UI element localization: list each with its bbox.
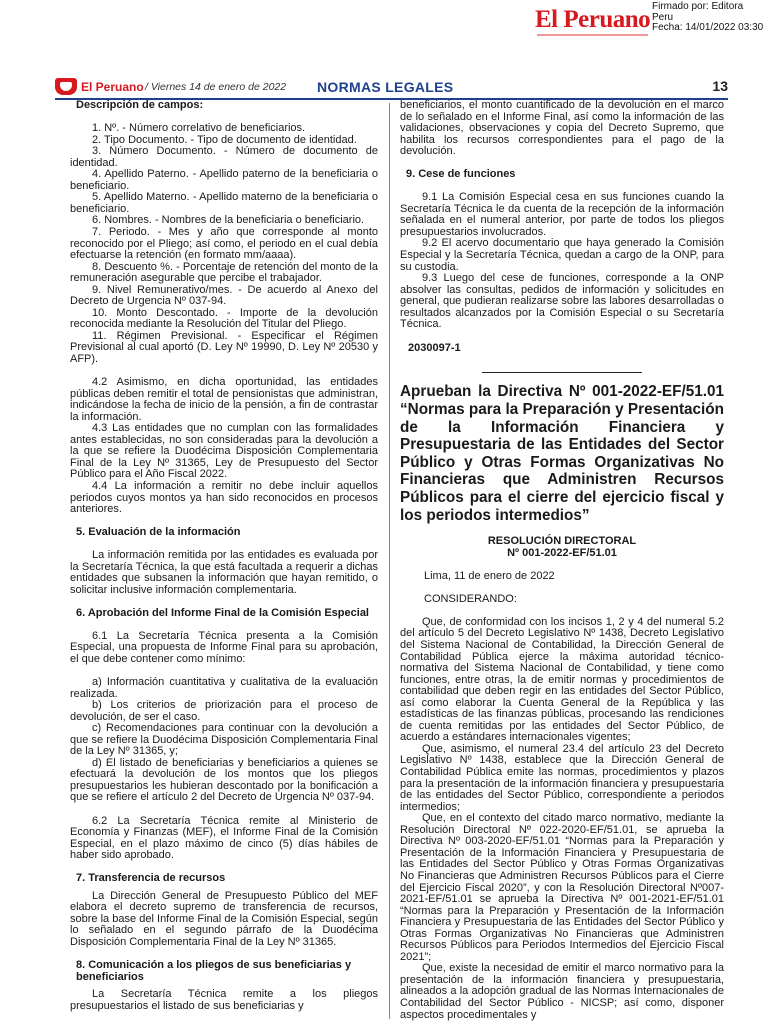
paragraph-6-2: 6.2 La Secretaría Técnica remite al Ministerio de Economía y Finanzas (MEF), el Informe Final de la Comisión Especial, en el plazo máximo de cinco (5) días hábiles de haber sido aprobado. xyxy=(70,814,378,862)
field-item: 9. Nivel Remunerativo/mes. - De acuerdo al Anexo del Decreto de Urgencia Nº 037-94. xyxy=(70,283,378,308)
field-item: 4. Apellido Paterno. - Apellido paterno de la beneficiaria o beneficiario. xyxy=(70,168,378,192)
shield-logo-icon xyxy=(55,78,77,95)
field-item: 8. Descuento %. - Porcentaje de retención del monto de la remuneración asegurable que percibe el trabajador. xyxy=(70,260,378,285)
paragraph-8-continued: beneficiarios, el monto cuantificado de la devolución en el marco de lo señalado en el Informe Final, así como la información de las validaciones, observaciones y copia del Decreto Supremo, que habilita los recursos correspondientes para el pago de la devolución. xyxy=(400,99,724,158)
field-item: 1. Nº. - Número correlativo de beneficiarios. xyxy=(92,122,306,135)
paragraph-4-2: 4.2 Asimismo, en dicha oportunidad, las entidades públicas deben remitir el total de pensionistas que administran, indicándose la fecha de inicio de la pensión, a fin de contrastar la información. xyxy=(70,376,378,423)
field-item: 6. Nombres. - Nombres de la beneficiaria o beneficiario. xyxy=(92,214,365,227)
stamp-line: Firmado por: Editora xyxy=(652,1,744,12)
field-item: 11. Régimen Previsional. - Especificar el Régimen Previsional al cual aportó (D. Ley Nº 19990, D. Ley Nº 20530 y AFP). xyxy=(70,329,378,365)
section-title: NORMAS LEGALES xyxy=(317,79,454,95)
considerando-paragraph: Que, asimismo, el numeral 23.4 del artículo 23 del Decreto Legislativo Nº 1438, establece que la Dirección General de Contabilidad Pública emite las normas, procedimientos y plazos para la presentación de la información financiera y presupuestaria de las entidades del Sector Público, correspondiente a periodos intermedios; xyxy=(400,742,724,813)
field-item: 5. Apellido Materno. - Apellido materno de la beneficiaria o beneficiario. xyxy=(70,191,378,215)
paragraph-9-3: 9.3 Luego del cese de funciones, corresponde a la ONP absolver las consultas, pedidos de información y solicitudes en general, que pudieran realizarse sobre las labores desarrolladas o resultados alcanzados por la Comisión Especial o su Secretaría Técnica. xyxy=(400,272,724,331)
list-item: a) Información cuantitativa y cualitativa de la evaluación realizada. xyxy=(70,676,378,700)
masthead xyxy=(55,76,728,98)
stamp-line: Peru xyxy=(652,11,674,23)
left-column xyxy=(70,100,378,1012)
considerando-paragraph: Que, existe la necesidad de emitir el marco normativo para la presentación de la información financiera y presupuestaria, alineados a la adopción gradual de las Normas Internacionales de Contabilidad del Sector Público - NICSP; así como, disponer aspectos procedimentales y xyxy=(400,962,724,1021)
field-item: 7. Periodo. - Mes y año que corresponde al monto reconocido por el Pliego; así como, el periodo en el cual debía efectuarse la retención (en formato mm/aaaa). xyxy=(70,225,378,262)
resolution-type: RESOLUCIÓN DIRECTORAL xyxy=(487,535,637,548)
heading-8: 8. Comunicación a los pliegos de sus beneficiarias y beneficiarios xyxy=(76,959,352,983)
field-item: 2. Tipo Documento. - Tipo de documento de identidad. xyxy=(92,133,357,146)
considerando-paragraph: Que, de conformidad con los incisos 1, 2 y 4 del numeral 5.2 del artículo 5 del Decreto Legislativo Nº 1438, Decreto Legislativo del Sistema Nacional de Contabilidad, la Dirección General de Contabilidad Pública ejerce la máxima autoridad técnico-normativa del Sistema Nacional de Contabilidad, y tiene como funciones, entre otras, la de emitir normas y procedimientos de contabilidad que deben regir en las entidades del Sector Público, así como elaborar la Cuenta General de la República y las estadísticas de las finanzas públicas, procesando las rendiciones de cuenta remitidas por las entidades del Sector Público, de acuerdo a estándares internacionales vigentes; xyxy=(400,615,724,744)
title-rule xyxy=(482,372,642,373)
field-item: 3. Número Documento. - Número de documento de identidad. xyxy=(70,145,378,169)
resolution-date: Lima, 11 de enero de 2022 xyxy=(424,569,555,582)
heading-6: 6. Aprobación del Informe Final de la Comisión Especial xyxy=(76,606,369,619)
stamp-line: Fecha: 14/01/2022 03:30 xyxy=(652,22,764,34)
paragraph-7: La Dirección General de Presupuesto Público del MEF elabora el decreto supremo de transferencia de recursos, sobre la base del Informe Final de la Comisión Especial, según lo señalado en el segundo párrafo de la Duodécima Disposición Complementaria Final de la Ley Nº 31365. xyxy=(70,889,378,948)
masthead-date: / Viernes 14 de enero de 2022 xyxy=(145,81,287,93)
fields-heading: Descripción de campos: xyxy=(76,99,204,111)
right-column xyxy=(400,100,724,1021)
paragraph-9-1: 9.1 La Comisión Especial cesa en sus funciones cuando la Secretaría Técnica le da cuenta de la recepción de la información señalada en el numeral anterior, por parte de todos los pliegos presupuestarios involucrados. xyxy=(400,191,724,238)
paragraph-4-4: 4.4 La información a remitir no debe incluir aquellos periodos cuyos montos ya han sido reconocidos en procesos anteriores. xyxy=(70,479,378,516)
list-item: b) Los criterios de priorización para el proceso de devolución, de ser el caso. xyxy=(70,699,378,723)
list-item: d) El listado de beneficiarias y beneficiarios a quienes se efectuará la devolución de los montos que los pliegos presupuestarios les hubieran descontado por la bonificación a que se refiere el artículo 2 del Decreto de Urgencia Nº 037-94. xyxy=(70,756,378,804)
heading-7: 7. Transferencia de recursos xyxy=(76,872,226,885)
page-number: 13 xyxy=(712,78,728,94)
norm-title: Aprueban la Directiva Nº 001-2022-EF/51.01 “Normas para la Preparación y Presentación de la Información Financiera y Presupuestaria de las Entidades del Sector Público y Otras Formas Organizativas No Financieras que Administren Recursos Públicos para el cierre del ejercicio fiscal y los periodos intermedios” xyxy=(400,383,724,524)
paragraph-6-1: 6.1 La Secretaría Técnica presenta a la Comisión Especial, una propuesta de Informe Final para su aprobación, el que debe contener como mínimo: xyxy=(70,629,378,665)
heading-9: 9. Cese de funciones xyxy=(406,168,516,181)
paragraph-9-2: 9.2 El acervo documentario que haya generado la Comisión Especial y la Secretaría Técnica, quedan a cargo de la ONP, para su custodia. xyxy=(400,237,724,273)
resolution-heading xyxy=(400,536,724,559)
considerando-paragraph: Que, en el contexto del citado marco normativo, mediante la Resolución Directoral Nº 022-2020-EF/51.01, se aprueba la Directiva Nº 003-2020-EF/51.01 “Normas para la Preparación y Presentación de la Información Financiera y Presupuestaria de las Entidades del Sector Público y Otras Formas Organizativas No Financieras que Administren Recursos Públicos para el Cierre del Ejercicio Fiscal 2020”, y con la Resolución Directoral Nº007-2021-EF/51.01 se aprueba la Directiva Nº 001-2021-EF/51.01 “Normas para la Preparación y Presentación de la Información Financiera y Presupuestaria de las Entidades del Sector Público y Otras Formas Organizativas No Financieras que Administren Recursos Públicos para Periodos Intermedios del Ejercicio Fiscal 2021”; xyxy=(400,812,724,963)
paragraph-5: La información remitida por las entidades es evaluada por la Secretaría Técnica, la que está facultada a requerir a dichas entidades que subsanen la información que hayan remitido, o solicitar inclusive información complementaria. xyxy=(70,549,378,596)
column-divider xyxy=(389,103,390,1019)
paragraph-4-3: 4.3 Las entidades que no cumplan con las formalidades antes establecidas, no son consideradas para la devolución a la que se refiere la Duodécima Disposición Complementaria Final de la Ley Nº 31365, Ley de Presupuesto del Sector Público para el Año Fiscal 2022. xyxy=(70,422,378,481)
field-item: 10. Monto Descontado. - Importe de la devolución reconocida mediante la Resolución del Titular del Pliego. xyxy=(70,306,378,331)
paragraph-8: La Secretaría Técnica remite a los pliegos presupuestarios el listado de sus beneficiarias y xyxy=(70,988,378,1012)
considerando-label: CONSIDERANDO: xyxy=(424,592,517,605)
heading-5: 5. Evaluación de la información xyxy=(76,526,241,539)
list-item: c) Recomendaciones para continuar con la devolución a que se refiere la Duodécima Disposición Complementaria Final de la Ley Nº 31365, y; xyxy=(70,722,378,758)
masthead-name: El Peruano xyxy=(81,80,144,94)
signature-stamp xyxy=(520,0,768,34)
resolution-number: Nº 001-2022-EF/51.01 xyxy=(507,546,617,559)
stamp-text xyxy=(652,2,763,34)
stamp-logo: El Peruano xyxy=(535,6,651,33)
norm-code: 2030097-1 xyxy=(408,341,461,354)
